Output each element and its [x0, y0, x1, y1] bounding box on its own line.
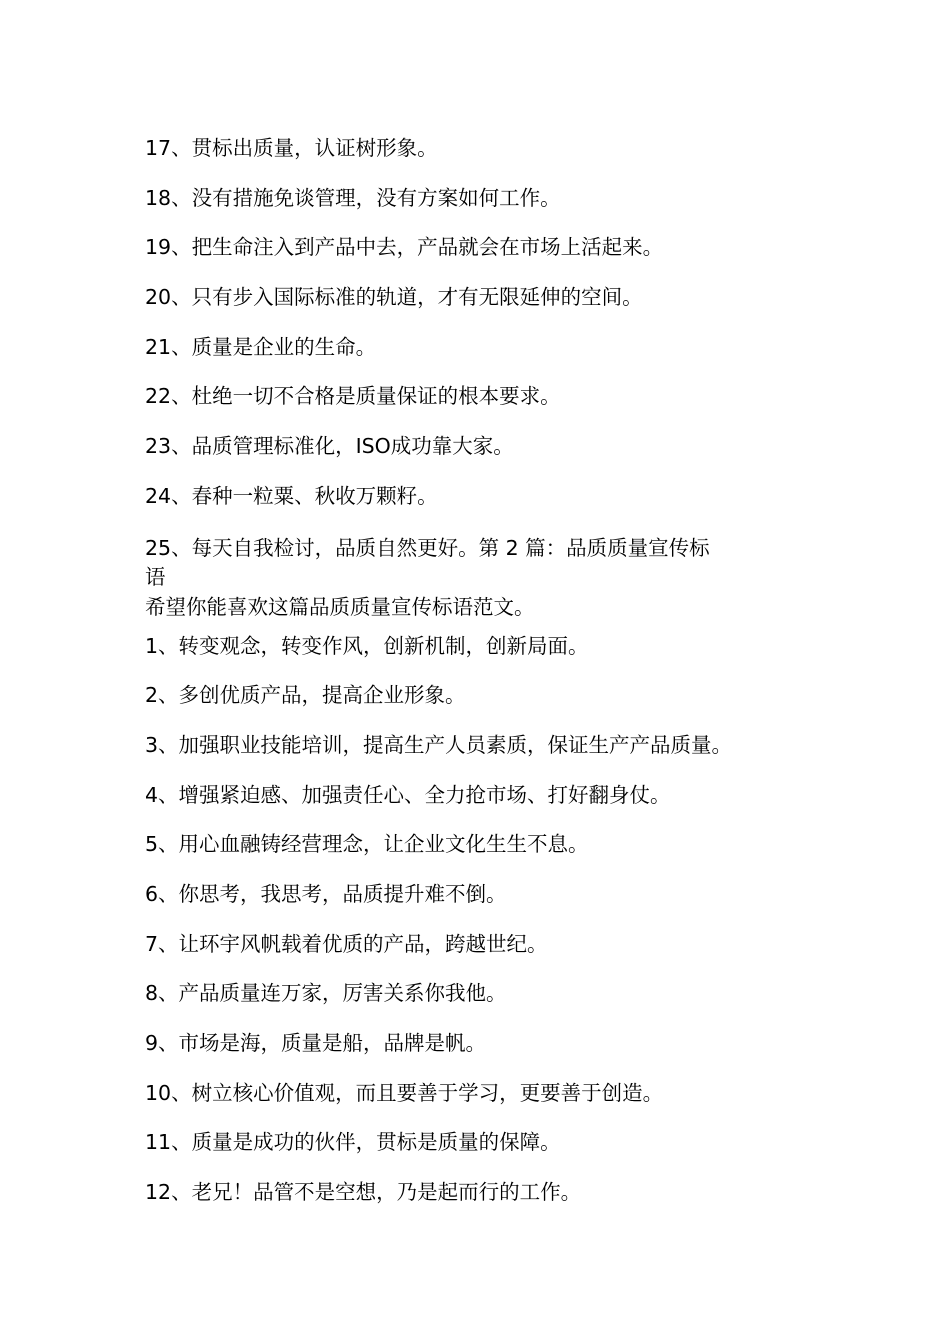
list-item: 1、转变观念，转变作风，创新机制，创新局面。: [145, 633, 589, 658]
list-item: 7、让环宇风帆载着优质的产品，跨越世纪。: [145, 931, 548, 956]
list-item: 22、杜绝一切不合格是质量保证的根本要求。: [145, 384, 561, 409]
list-item-line-continued: 语: [145, 564, 166, 589]
list-item: 8、产品质量连万家，厉害关系你我他。: [145, 981, 507, 1006]
list-item: 17、贯标出质量，认证树形象。: [145, 136, 438, 160]
list-item: 5、用心血融铸经营理念，让企业文化生生不息。: [145, 832, 589, 857]
section-intro: 希望你能喜欢这篇品质质量宣传标语范文。: [145, 594, 535, 619]
list-item-with-section-heading: [145, 533, 810, 593]
list-item-line: 25、每天自我检讨，品质自然更好。第 2 篇：品质质量宣传标: [145, 535, 710, 560]
list-item: 3、加强职业技能培训，提高生产人员素质，保证生产产品质量。: [145, 732, 733, 757]
list-item: 18、没有措施免谈管理，没有方案如何工作。: [145, 185, 561, 210]
document-body: [145, 133, 835, 1227]
list-item: 2、多创优质产品，提高企业形象。: [145, 683, 466, 708]
list-item: 21、质量是企业的生命。: [145, 334, 377, 359]
list-item: 23、品质管理标准化，ISO成功靠大家。: [145, 434, 514, 459]
list-item: 20、只有步入国际标准的轨道，才有无限延伸的空间。: [145, 285, 643, 310]
list-item: 11、质量是成功的伙伴，贯标是质量的保障。: [145, 1130, 561, 1155]
list-item: 24、春种一粒粟、秋收万颗籽。: [145, 483, 438, 508]
list-item: 4、增强紧迫感、加强责任心、全力抢市场、打好翻身仗。: [145, 782, 671, 807]
list-item: 10、树立核心价值观，而且要善于学习，更要善于创造。: [145, 1080, 664, 1105]
list-item: 12、老兄！品管不是空想，乃是起而行的工作。: [145, 1180, 582, 1205]
list-item: 19、把生命注入到产品中去，产品就会在市场上活起来。: [145, 235, 664, 260]
list-item: 6、你思考，我思考，品质提升难不倒。: [145, 881, 507, 906]
list-item: 9、市场是海，质量是船，品牌是帆。: [145, 1031, 487, 1055]
